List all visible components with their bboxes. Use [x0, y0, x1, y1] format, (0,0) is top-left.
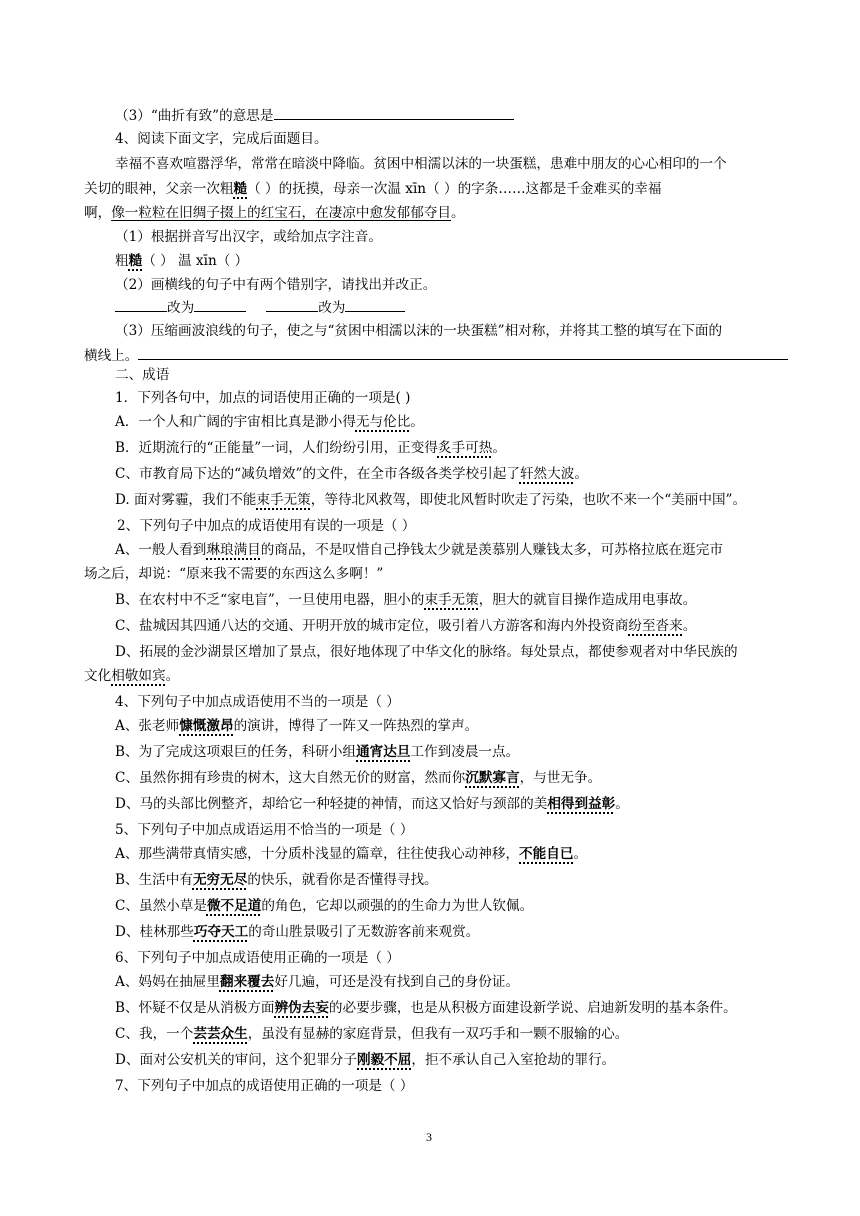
question-7: 7、下列句子中加点的成语使用正确的一项是（ ） — [115, 1078, 414, 1094]
answer-blank[interactable] — [194, 298, 246, 312]
q2-option-d-cont — [84, 667, 179, 685]
underlined-sentence: 像一粒粒在旧绸子掇上的红宝石，在凄凉中愈发郁郁夺目 — [111, 205, 452, 221]
q2-option-b — [115, 591, 696, 609]
q5-option-b — [115, 871, 438, 889]
text-run: C、盐城因其四通八达的交通、开明开放的城市定位，吸引着八方游客和海内外投资商 — [115, 618, 629, 634]
dotted-idiom: 翻来覆去 — [219, 974, 275, 990]
q4-option-c — [115, 769, 601, 787]
text-run: ，等待北风救驾，即使北风暂时吹走了污染，也吹不来一个“美丽中国”。 — [310, 492, 747, 508]
text-run: 。 — [165, 668, 180, 684]
dotted-idiom: 纷至沓来 — [628, 618, 683, 634]
q5-option-d — [115, 923, 479, 941]
dotted-idiom: 相得到益彰 — [547, 796, 616, 812]
question-6: 6、下列句子中加点成语使用正确的一项是（ ） — [115, 950, 400, 966]
text-run: ，拒不承认自己入室抢劫的罪行。 — [411, 1052, 616, 1068]
text-run: 的演讲，博得了一阵又一阵热烈的掌声。 — [233, 718, 479, 734]
text-run: ，与世无争。 — [519, 770, 602, 786]
text-run: A、张老师 — [115, 718, 180, 734]
text-run: 。 — [492, 440, 506, 456]
q2-option-c — [115, 617, 696, 635]
q5-option-a — [115, 845, 587, 863]
text-run: A、那些满带真情实感，十分质朴浅显的篇章，往往使我心动神移， — [115, 846, 520, 862]
text-run: C、虽然你拥有珍贵的树木，这大自然无价的财富，然而你 — [115, 770, 466, 786]
q4-option-d — [115, 795, 629, 813]
text-run: 的角色，它却以顽强的的生命力为世人钦佩。 — [261, 898, 534, 914]
answer-blank[interactable] — [274, 106, 514, 120]
text-run: 文化 — [84, 668, 112, 684]
q1-option-d — [115, 491, 746, 509]
dotted-idiom: 慷慨激昂 — [179, 718, 234, 734]
section-title: 二、成语 — [115, 367, 170, 383]
sub-question-3: （3）压缩画波浪线的句子，使之与“贫困中相濡以沫的一块蛋糕”相对称，并将其工整的填写在下面的 — [115, 323, 723, 339]
text-run: 工作到凌晨一点。 — [410, 744, 520, 760]
dotted-idiom: 炙手可热 — [437, 440, 493, 456]
q6-option-c — [115, 1025, 628, 1043]
text-run: 的必要步骤，也是从积极方面建设新学说、启迪新发明的基本条件。 — [328, 1000, 737, 1016]
dotted-idiom: 无穷无尽 — [192, 872, 248, 888]
dotted-idiom: 巧夺天工 — [193, 924, 249, 940]
text-run: ，胆大的就盲目操作造成用电事故。 — [478, 592, 697, 608]
question-5: 5、下列句子中加点成语运用不恰当的一项是（ ） — [115, 822, 414, 838]
passage-line-3: 啊，像一粒粒在旧绸子掇上的红宝石，在凄凉中愈发郁郁夺目。 — [84, 205, 465, 221]
text-run: ，虽没有显赫的家庭背景，但我有一双巧手和一颗不服输的心。 — [247, 1026, 629, 1042]
dotted-idiom: 沉默寡言 — [465, 770, 520, 786]
sub-question-2: （2）画横线的句子中有两个错别字，请找出并改正。 — [115, 277, 437, 293]
dotted-idiom: 芸芸众生 — [193, 1026, 248, 1042]
answer-blank[interactable] — [115, 298, 167, 312]
dotted-idiom: 无与伦比 — [355, 414, 411, 430]
answer-blank[interactable] — [266, 298, 318, 312]
q6-option-a — [115, 973, 519, 991]
q5-option-c — [115, 897, 533, 915]
question-4: 4、下列句子中加点成语使用不当的一项是（ ） — [115, 694, 400, 710]
dotted-idiom: 刚毅不屈 — [357, 1052, 412, 1068]
q4-option-a — [115, 717, 478, 735]
text-run: 。 — [682, 618, 697, 634]
q4-title: 4、阅读下面文字，完成后面题目。 — [115, 131, 328, 147]
q6-option-d — [115, 1051, 615, 1069]
text-run: B、怀疑不仅是从消极方面 — [115, 1000, 275, 1016]
text-run: B．近期流行的“正能量”一词，人们纷纷引用，正变得 — [115, 440, 438, 456]
text-run: D、桂林那些 — [115, 924, 194, 940]
text-run: B、在农村中不乏“家电盲”，一旦使用电器，胆小的 — [115, 592, 425, 608]
question-2: 2、下列句子中加点的成语使用有误的一项是（ ） — [117, 518, 416, 534]
answer-blank[interactable] — [345, 298, 405, 312]
dotted-idiom: 束手无策 — [424, 592, 479, 608]
q1-option-a — [115, 413, 424, 431]
text-run: D. 面对雾霾，我们不能 — [115, 492, 257, 508]
dotted-idiom: 通宵达旦 — [356, 744, 411, 760]
text-run: 好几遍，可还是没有找到自己的身份证。 — [274, 974, 520, 990]
text-run: A．一个人和广阔的宇宙相比真是渺小得 — [115, 414, 356, 430]
text-run: 的商品，不是叹惜自己挣钱太少就是羡慕别人赚钱太多，可苏格拉底在逛完市 — [260, 542, 723, 558]
passage-line-2: 关切的眼神，父亲一次粗糙（ ）的抚摸，母亲一次温 xīn（ ）的字条……这都是千金难买的幸福 — [84, 181, 662, 197]
q1-option-c — [115, 465, 588, 483]
sub-question-3-answer: 横线上。 — [84, 346, 788, 365]
text-run: A、一般人看到 — [115, 542, 207, 558]
text-run: 。 — [615, 796, 629, 812]
text-run: C、我，一个 — [115, 1026, 194, 1042]
text-run: D、面对公安机关的审问，这个犯罪分子 — [115, 1052, 357, 1068]
text-run: 。 — [574, 466, 588, 482]
sub-question-1-answers: 粗糙（ ） 温 xīn（ ） — [115, 253, 249, 269]
q6-option-b — [115, 999, 737, 1017]
dotted-idiom: 不能自已 — [519, 846, 574, 862]
text-run: 。 — [410, 414, 424, 430]
text-run: B、生活中有 — [115, 872, 193, 888]
text-run: D、马的头部比例整齐，却给它一种轻捷的神情，而这又恰好与颈部的美 — [115, 796, 548, 812]
dotted-idiom: 微不足道 — [206, 898, 262, 914]
dotted-idiom: 束手无策 — [256, 492, 311, 508]
question-1: 1．下列各句中，加点的词语使用正确的一项是( ) — [115, 390, 411, 406]
q4-option-b — [115, 743, 519, 761]
dotted-idiom: 相敬如宾 — [111, 668, 166, 684]
sub-question-2-answers: 改为 改为 — [115, 298, 405, 317]
dotted-idiom: 琳琅满目 — [206, 542, 261, 558]
q2-option-a-cont: 场之后，却说：“原来我不需要的东西这么多啊！” — [84, 566, 384, 582]
q2-option-a — [115, 541, 723, 559]
text-run: A、妈妈在抽屉里 — [115, 974, 220, 990]
dotted-idiom: 轩然大波 — [519, 466, 575, 482]
text-run: C、虽然小草是 — [115, 898, 207, 914]
sub-question-1: （1）根据拼音写出汉字，或给加点字注音。 — [115, 229, 382, 245]
text-run: 的奇山胜景吸引了无数游客前来观赏。 — [248, 924, 480, 940]
dotted-idiom: 辨伪去妄 — [274, 1000, 329, 1016]
q3-meaning-line: （3）“曲折有致”的意思是 — [115, 106, 514, 125]
q1-option-b — [115, 439, 506, 457]
text-run: B、为了完成这项艰巨的任务，科研小组 — [115, 744, 357, 760]
text-run: 。 — [573, 846, 588, 862]
q2-option-d: D、拓展的金沙湖景区增加了景点，很好地体现了中华文化的脉络。每处景点，都使参观者对中华民族的 — [115, 644, 738, 660]
answer-blank[interactable] — [138, 346, 788, 360]
text-run: 的快乐，就看你是否懂得寻找。 — [247, 872, 438, 888]
page-number: 3 — [426, 1130, 432, 1144]
text-run: C、市教育局下达的“减负增效”的文件，在全市各级各类学校引起了 — [115, 466, 520, 482]
passage-line-1: 幸福不喜欢喧嚣浮华，常常在暗淡中降临。贫困中相濡以沫的一块蛋糕，患难中朋友的心心相印的一个 — [115, 156, 727, 172]
